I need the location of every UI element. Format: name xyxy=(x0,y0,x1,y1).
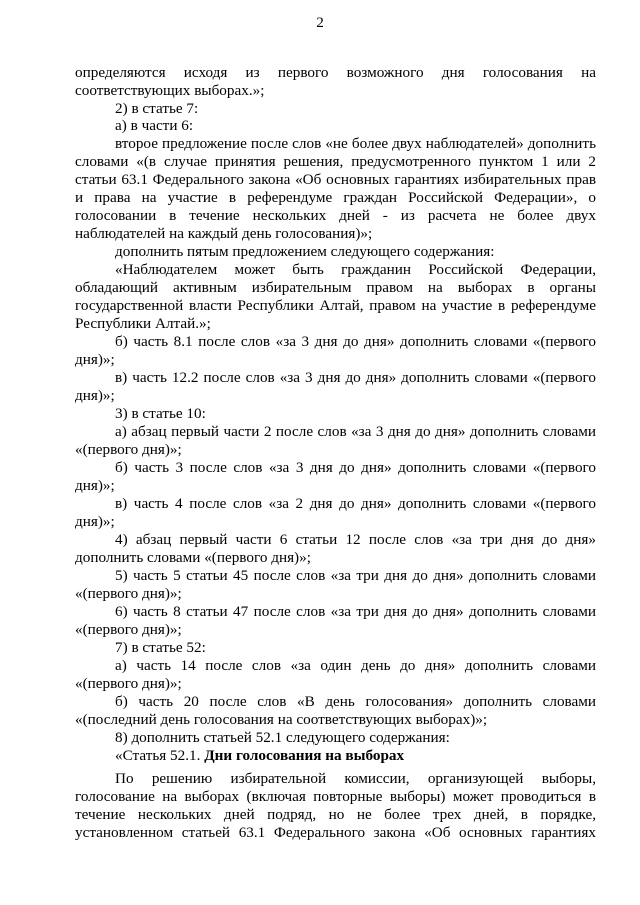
text-line: дополнить словами «(первого дня)»; xyxy=(75,549,311,566)
article-number: «Статья 52.1. xyxy=(115,747,205,764)
text-line: Республики Алтай.»; xyxy=(75,315,211,332)
text-line: дня)»; xyxy=(75,477,115,494)
text-line: статьи 63.1 Федерального закона «Об основных гарантиях избирательных прав xyxy=(75,171,596,188)
text-line: определяются исходя из первого возможного дня голосования на xyxy=(75,64,596,81)
text-line: 6) часть 8 статьи 47 после слов «за три дня до дня» дополнить словами xyxy=(115,603,596,620)
text-line: наблюдателей на каждый день голосования)»; xyxy=(75,225,373,242)
text-line: дополнить пятым предложением следующего содержания: xyxy=(115,243,495,260)
text-line: соответствующих выборах.»; xyxy=(75,82,265,99)
article-title: Дни голосования на выборах xyxy=(204,747,405,764)
text-line: б) часть 3 после слов «за 3 дня до дня» дополнить словами «(первого xyxy=(115,459,596,476)
text-line: 3) в статье 10: xyxy=(115,405,206,422)
text-line: а) в части 6: xyxy=(115,117,194,134)
text-line: в) часть 12.2 после слов «за 3 дня до дня» дополнить словами «(первого xyxy=(115,369,596,386)
text-line: «(первого дня)»; xyxy=(75,675,182,692)
text-line: «(первого дня)»; xyxy=(75,585,182,602)
text-line: течение нескольких дней подряд, но не более трех дней, в порядке, xyxy=(75,806,596,823)
text-line: 5) часть 5 статьи 45 после слов «за три дня до дня» дополнить словами xyxy=(115,567,596,584)
text-line: обладающий активным избирательным правом на выборах в органы xyxy=(75,279,596,296)
article-heading xyxy=(115,747,404,764)
text-line: дня)»; xyxy=(75,387,115,404)
page-number: 2 xyxy=(316,14,324,31)
text-line: «(первого дня)»; xyxy=(75,621,182,638)
text-line: «Наблюдателем может быть гражданин Российской Федерации, xyxy=(115,261,596,278)
text-line: государственной власти Республики Алтай, правом на участие в референдуме xyxy=(75,297,596,314)
text-line: По решению избирательной комиссии, организующей выборы, xyxy=(115,770,596,787)
text-line: дня)»; xyxy=(75,351,115,368)
text-line: и права на участие в референдуме граждан Российской Федерации», о xyxy=(75,189,596,206)
text-line: в) часть 4 после слов «за 2 дня до дня» дополнить словами «(первого xyxy=(115,495,596,512)
text-line: а) часть 14 после слов «за один день до дня» дополнить словами xyxy=(115,657,596,674)
text-line: «(последний день голосования на соответствующих выборах)»; xyxy=(75,711,488,728)
text-line: 4) абзац первый части 6 статьи 12 после слов «за три дня до дня» xyxy=(115,531,596,548)
text-line: б) часть 20 после слов «В день голосования» дополнить словами xyxy=(115,693,596,710)
text-line: дня)»; xyxy=(75,513,115,530)
text-line: второе предложение после слов «не более двух наблюдателей» дополнить xyxy=(115,135,596,152)
text-line: голосовании в течение нескольких дней - из расчета не более двух xyxy=(75,207,596,224)
text-line: 7) в статье 52: xyxy=(115,639,206,656)
text-line: 8) дополнить статьей 52.1 следующего содержания: xyxy=(115,729,450,746)
text-line: 2) в статье 7: xyxy=(115,100,199,117)
text-line: словами «(в случае принятия решения, предусмотренного пунктом 1 или 2 xyxy=(75,153,596,170)
text-line: а) абзац первый части 2 после слов «за 3 дня до дня» дополнить словами xyxy=(115,423,596,440)
text-line: «(первого дня)»; xyxy=(75,441,182,458)
text-line: б) часть 8.1 после слов «за 3 дня до дня» дополнить словами «(первого xyxy=(115,333,596,350)
text-line: голосование на выборах (включая повторные выборы) может проводиться в xyxy=(75,788,596,805)
text-line: установленном статьей 63.1 Федерального закона «Об основных гарантиях xyxy=(75,824,596,841)
